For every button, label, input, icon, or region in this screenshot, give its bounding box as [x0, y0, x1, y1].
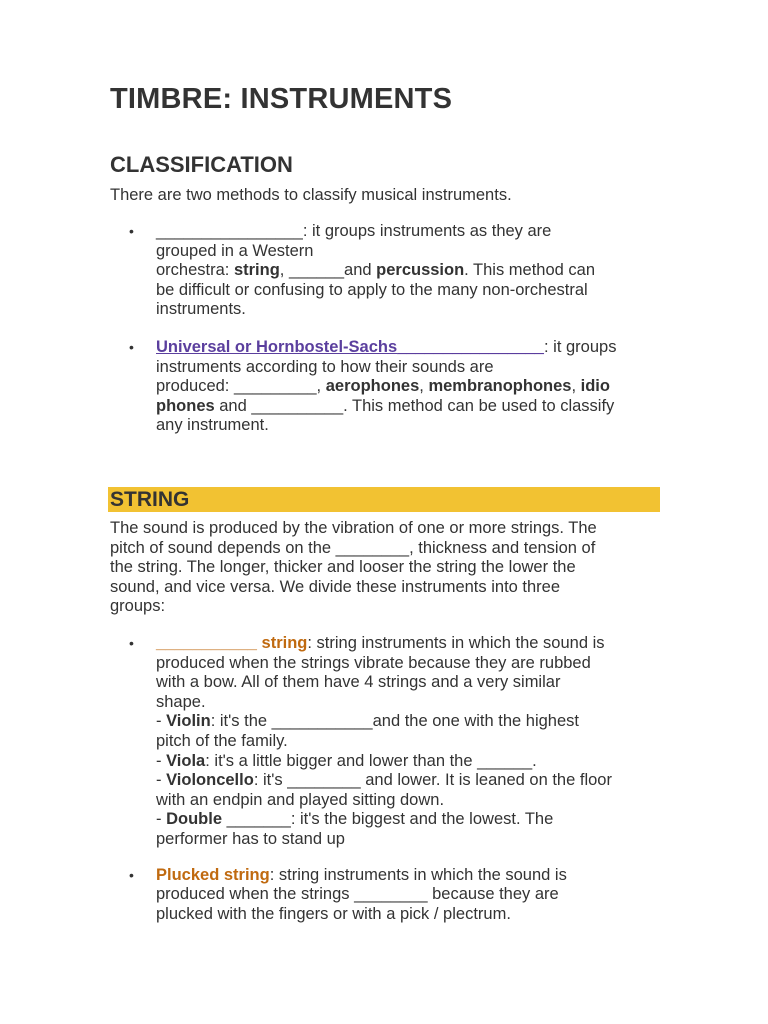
bold-term-viola: Viola [166, 751, 206, 770]
classification-list [110, 222, 660, 436]
text-line: The sound is produced by the vibration of one or more strings. The [110, 519, 597, 537]
text-run: : string instruments in which the sound is [307, 634, 605, 652]
list-item-bowed [110, 634, 660, 850]
text-line: grouped in a Western [156, 241, 314, 260]
text-line [156, 752, 660, 772]
text-run: . This method can [464, 261, 596, 280]
bold-term-membranophones: membranophones [428, 377, 572, 396]
text-line: the string. The longer, thicker and looser the string the lower the [110, 558, 576, 577]
text-run: : it's the ___________and the one with the highest [210, 712, 579, 731]
text-run: _______: it's the biggest and the lowest. The [222, 810, 554, 829]
page-title: TIMBRE: INSTRUMENTS [110, 83, 453, 115]
bold-term-double: Double [166, 810, 223, 829]
text-line: sound, and vice versa. We divide these instruments into three [110, 577, 561, 596]
text-line: pitch of sound depends on the ________, thickness and tension of [110, 538, 596, 557]
bold-term-string: string [233, 261, 280, 280]
text-line [156, 771, 660, 791]
text-run: , [571, 377, 581, 396]
classification-intro: There are two methods to classify musical instruments. [110, 186, 512, 204]
accent-term-string: string [261, 634, 308, 652]
text-line [156, 338, 660, 358]
text-run: produced: _________, [156, 377, 326, 396]
text-line [156, 261, 660, 281]
accent-blank: ___________ [156, 634, 262, 652]
text-line: shape. [156, 692, 206, 711]
text-line: pitch of the family. [156, 731, 288, 750]
bold-term-phones: phones [156, 396, 215, 415]
text-run: and __________. This method can be used to classify [214, 396, 615, 415]
text-line: instruments according to how their sounds are [156, 357, 494, 376]
text-line [156, 866, 660, 886]
bold-term-idio: idio [580, 377, 610, 396]
text-line: produced when the strings ________ because they are [156, 885, 559, 904]
bold-term-percussion: percussion [376, 261, 465, 280]
text-run: , [419, 377, 429, 396]
bold-term-violin: Violin [166, 712, 211, 731]
text-run: , ______and [279, 261, 377, 280]
text-run: orchestra: [156, 261, 234, 280]
string-heading: STRING [110, 488, 190, 511]
text-run: : string instruments in which the sound is [269, 865, 567, 884]
list-item-universal [110, 338, 660, 436]
text-line: with an endpin and played sitting down. [156, 790, 445, 809]
classification-heading: CLASSIFICATION [110, 152, 293, 177]
text-line: be difficult or confusing to apply to the many non-orchestral [156, 280, 588, 299]
hornbostel-sachs-link[interactable]: Universal or Hornbostel-Sachs [156, 337, 398, 356]
string-heading-band [108, 487, 660, 512]
text-line: groups: [110, 597, 166, 616]
text-line: any instrument. [156, 416, 269, 435]
text-run: : it's a little bigger and lower than the ______. [205, 751, 537, 770]
bold-term-aerophones: aerophones [325, 377, 420, 396]
bold-term-violoncello: Violoncello [166, 771, 254, 790]
text-line: plucked with the fingers or with a pick / plectrum. [156, 904, 511, 923]
text-run: : it's ________ and lower. It is leaned on the floor [253, 771, 612, 790]
accent-term-plucked-string: Plucked string [156, 865, 270, 884]
list-item-traditional [110, 222, 660, 320]
list-item-plucked [110, 866, 660, 925]
text-line [156, 810, 660, 830]
text-run: - [156, 712, 167, 731]
text-line: with a bow. All of them have 4 strings and a very similar [156, 673, 561, 692]
text-line [156, 397, 660, 417]
text-run: - [156, 810, 167, 829]
string-paragraph [110, 519, 660, 617]
string-groups-list [110, 634, 660, 924]
text-line: • ________________: it groups instruments as they are [156, 222, 552, 240]
text-line: performer has to stand up [156, 829, 345, 848]
text-line: instruments. [156, 300, 246, 319]
text-run: - [156, 751, 167, 770]
text-line [156, 377, 660, 397]
text-run: - [156, 771, 167, 790]
link-blank[interactable]: ________________ [397, 337, 544, 356]
text-line [156, 712, 660, 732]
text-line [156, 634, 660, 654]
text-line: produced when the strings vibrate because they are rubbed [156, 653, 591, 672]
text-run: : it groups [543, 337, 617, 356]
